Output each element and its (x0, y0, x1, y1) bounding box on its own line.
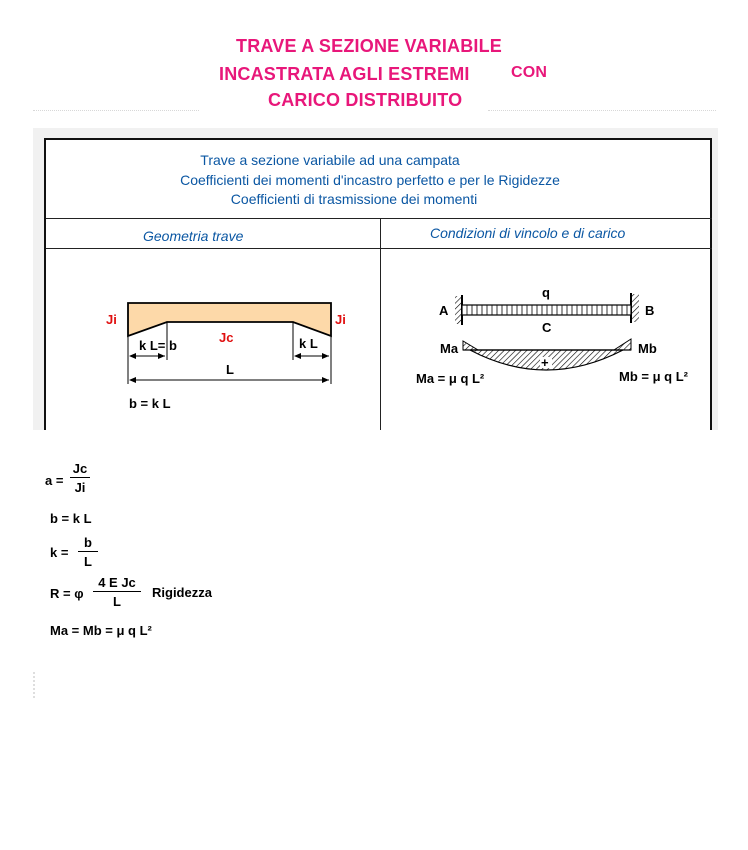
dotted-margin-mark (33, 672, 39, 698)
column-heading-conditions: Condizioni di vincolo e di carico (430, 225, 626, 241)
ma-formula: Ma = μ q L² (416, 371, 485, 386)
formula-r-label: Rigidezza (152, 585, 212, 600)
mb-formula: Mb = μ q L² (619, 369, 688, 384)
formula-r-denominator: L (113, 594, 121, 609)
ji-left-label: Ji (106, 312, 117, 327)
mb-label: Mb (638, 341, 657, 356)
column-heading-geometry: Geometria trave (143, 228, 244, 244)
ji-right-label: Ji (335, 312, 346, 327)
kl-right-label: k L (299, 336, 318, 351)
wall-right-hatch (632, 294, 639, 322)
formula-b: b = k L (50, 511, 92, 526)
title-line-2: INCASTRATA AGLI ESTREMI (219, 64, 470, 84)
q-label: q (542, 285, 550, 300)
formula-r-numerator: 4 E Jc (93, 575, 141, 592)
ma-label: Ma (440, 341, 459, 356)
b-equals-kl-label: b = k L (129, 396, 171, 411)
formula-moments: Ma = Mb = μ q L² (50, 623, 152, 638)
positive-moment-sign: + (541, 355, 549, 370)
table-header-line-2: Coefficienti dei momenti d'incastro perfetto e per le Rigidezze (180, 172, 560, 188)
support-b-label: B (645, 303, 655, 318)
jc-label: Jc (219, 330, 234, 345)
formula-a-fraction (70, 461, 90, 495)
formula-k-numerator: b (78, 535, 98, 552)
formula-a-denominator: Ji (74, 480, 86, 495)
end-moment-right (614, 339, 631, 350)
title-line-2-con: CON (511, 64, 548, 81)
support-a-label: A (439, 303, 449, 318)
formula-a-numerator: Jc (70, 461, 90, 478)
formula-a-lhs: a = (45, 473, 64, 488)
formula-k-denominator: L (84, 554, 92, 569)
end-moment-left (463, 341, 478, 350)
formula-r-fraction (93, 575, 141, 609)
formula-k-lhs: k = (50, 545, 69, 560)
kl-left-label: k L= b (139, 338, 177, 353)
title-line-1: TRAVE A SEZIONE VARIABILE (236, 36, 503, 56)
table-header-line-1: Trave a sezione variabile ad una campata (200, 152, 460, 168)
table-header-line-3: Coefficienti di trasmissione dei momenti (230, 191, 478, 207)
formula-r-lhs: R = φ (50, 586, 84, 601)
title-line-3: CARICO DISTRIBUITO (268, 90, 463, 110)
span-label: L (226, 362, 234, 377)
midspan-c-label: C (542, 320, 552, 335)
formula-k-fraction (78, 535, 98, 569)
wall-left-hatch (455, 296, 462, 324)
